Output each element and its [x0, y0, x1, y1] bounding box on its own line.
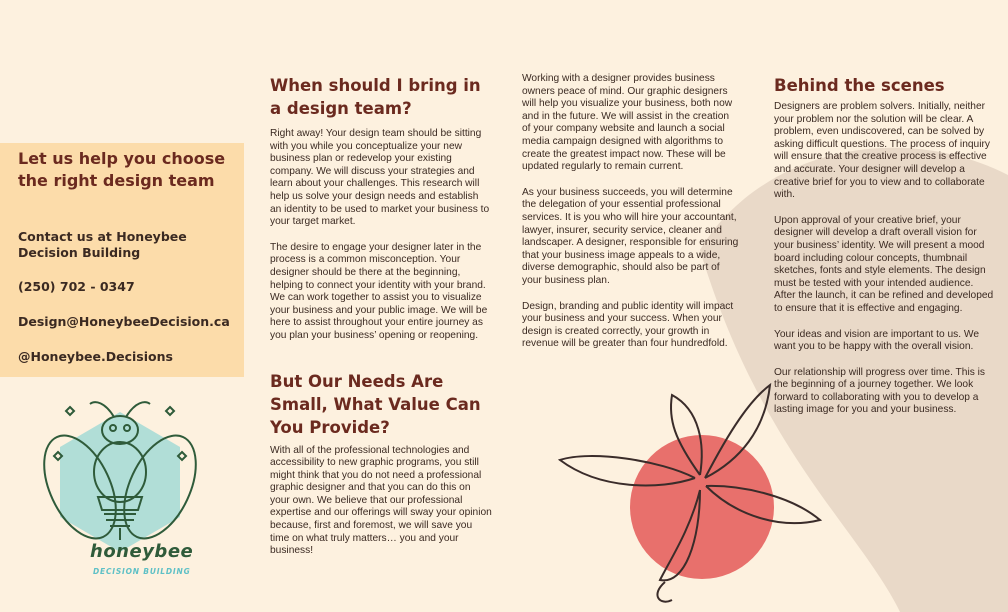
paragraph: Working with a designer provides business owners peace of mind. Our graphic designers will help you visualize your business, both now and in the future. We will assist in the creation of your company website and launch a social media campaign designed with algorithms to create the greatest impact now. These will be updated regularly to remain current. — [522, 73, 733, 173]
contact-email: Design@HoneybeeDecision.ca — [18, 314, 230, 329]
contact-heading: Let us help you choose the right design team — [18, 149, 226, 190]
paragraph: Design, branding and public identity will impact your business and your success. When your design is created correctly, your growth in revenue will be greater than four hundredfold. — [522, 300, 734, 350]
section-title-behind: Behind the scenes — [774, 76, 945, 95]
contact-social: @Honeybee.Decisions — [18, 349, 173, 364]
contact-location: Contact us at Honeybee Decision Building — [18, 229, 187, 260]
paragraph: Right away! Your design team should be sitting with you while you conceptualize your new business plan or redevelop your existing company. We will discuss your strategies and learn about your challenges. This research will help us solve your design needs and establish an identity to be used to market your business to your target market. — [270, 128, 490, 228]
logo-wordmark: honeybee — [90, 541, 194, 562]
column-4 — [774, 74, 996, 417]
paragraph: With all of the professional technologies and accessibility to new graphic programs, you still might think that you do not need a professional graphic designer and that you can do this on your own. We believe that our professional expertise and our offerings will sway your opinion because, first and foremost, we will save you time on what truly matters… you and your business! — [270, 444, 492, 557]
contact-panel — [0, 143, 244, 377]
contact-phone: (250) 702 - 0347 — [18, 279, 135, 294]
column-2 — [270, 74, 492, 558]
paragraph: Designers are problem solvers. Initially, neither your problem nor the solution will be clear. A problem, even undiscovered, can be solved by asking difficult questions. The process of inquiry will ensure that the creative process is effective and accurate. Your designer will develop a creative brief for you to view and to collaborate with. — [774, 101, 990, 201]
paragraph: Your ideas and vision are important to us. We want you to be happy with the overall vision. — [774, 328, 979, 353]
paragraph: Upon approval of your creative brief, your designer will develop a draft overall vision for your business’ identity. We will present a mood board including colour concepts, thumbnail sketches, fonts and style elements. The design must be tested with your intended audience. After the launch, it can be refined and developed to ensure that it is effective and engaging. — [774, 214, 994, 314]
section-title-when: When should I bring in a design team? — [270, 76, 481, 118]
paragraph: As your business succeeds, you will determine the delegation of your essential professional services. It is you who will hire your accountant, lawyer, insurer, security service, cleaner and landscaper. A designer, responsible for ensuring that your business image appeals to a wide, diverse demographic, should also be part of your business plan. — [522, 186, 739, 286]
logo-subtitle: DECISION BUILDING — [93, 567, 191, 576]
paragraph: The desire to engage your designer later in the process is a common misconception. Your designer should be there at the beginning, helping to connect your identity with your brand. We can work together to assist you to visualize your business and your public image. We will be here to assist throughout your entire journey as you plan your business’ opening or reopening. — [270, 241, 488, 341]
section-title-needs: But Our Needs Are Small, What Value Can You Provide? — [270, 371, 481, 437]
paragraph: Our relationship will progress over time. This is the beginning of a journey together. We look forward to collaborating with you to develop a lasting image for you and your business. — [774, 366, 985, 416]
column-3 — [522, 73, 740, 351]
